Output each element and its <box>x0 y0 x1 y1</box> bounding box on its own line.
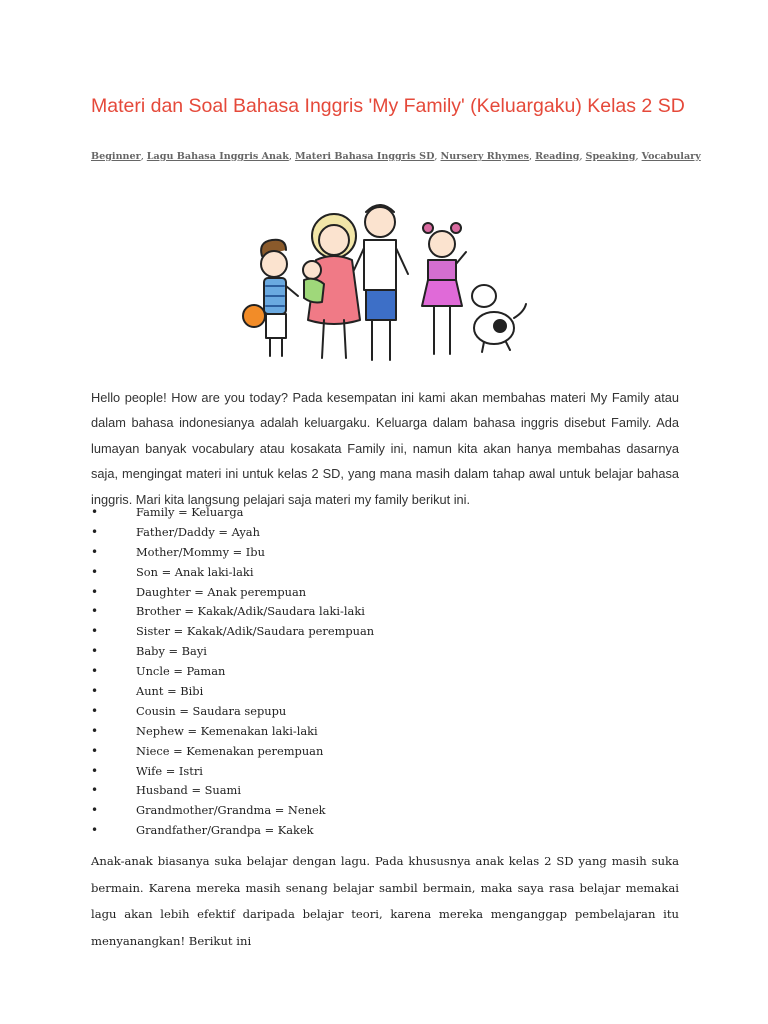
bullet-icon: • <box>91 723 99 738</box>
list-item <box>91 503 651 523</box>
list-item <box>91 622 651 642</box>
label-link[interactable]: Reading <box>535 151 580 162</box>
bullet-icon: • <box>91 644 99 659</box>
outro-paragraph: Anak-anak biasanya suka belajar dengan lagu. Pada khususnya anak kelas 2 SD yang masih suka bermain. Karena mereka masih senang belajar sambil bermain, maka saya rasa belajar memakai lagu akan lebih efektif daripada belajar teori, karena mereka menganggap pembelajaran itu menyanangkan! Berikut ini <box>91 854 679 948</box>
girl-figure <box>422 223 466 354</box>
bullet-icon: • <box>91 584 99 599</box>
bullet-icon: • <box>91 743 99 758</box>
bullet-icon: • <box>91 505 99 519</box>
bullet-icon: • <box>91 783 99 798</box>
label-link[interactable]: Materi Bahasa Inggris SD <box>294 151 435 162</box>
list-item <box>91 722 651 742</box>
list-item <box>91 742 651 762</box>
family-illustration <box>238 198 530 366</box>
vocab-entry: Aunt = Bibi <box>136 684 204 699</box>
father-figure <box>354 205 408 360</box>
bullet-icon: • <box>91 763 99 778</box>
list-item <box>91 781 651 801</box>
list-item <box>91 583 651 603</box>
list-item <box>91 702 651 722</box>
list-item <box>91 682 651 702</box>
bullet-icon: • <box>91 564 99 579</box>
bullet-icon: • <box>91 823 99 838</box>
dog-figure <box>472 285 526 352</box>
vocab-entry: Family = Keluarga <box>136 505 244 519</box>
vocab-entry: Son = Anak laki-laki <box>136 564 254 579</box>
bullet-icon: • <box>91 624 99 639</box>
vocab-entry: Nephew = Kemenakan laki-laki <box>136 723 318 738</box>
vocab-entry: Cousin = Saudara sepupu <box>136 703 287 718</box>
bullet-icon: • <box>91 544 99 559</box>
bullet-icon: • <box>91 604 99 619</box>
vocab-entry: Brother = Kakak/Adik/Saudara laki-laki <box>136 604 365 619</box>
vocab-entry: Sister = Kakak/Adik/Saudara perempuan <box>136 624 375 639</box>
bullet-icon: • <box>91 684 99 699</box>
label-link[interactable]: Vocabulary <box>641 151 701 162</box>
label-link[interactable]: Speaking <box>585 151 636 162</box>
article-title: Materi dan Soal Bahasa Inggris 'My Family' (Keluargaku) Kelas 2 SD <box>91 95 685 117</box>
list-item <box>91 543 651 563</box>
vocabulary-list <box>91 503 651 841</box>
list-item <box>91 821 651 841</box>
list-item <box>91 523 651 543</box>
vocab-entry: Niece = Kemenakan perempuan <box>136 743 324 758</box>
vocab-entry: Grandfather/Grandpa = Kakek <box>136 823 314 838</box>
list-item <box>91 602 651 622</box>
bullet-icon: • <box>91 703 99 718</box>
label-links: Beginner, Lagu Bahasa Inggris Anak, Materi Bahasa Inggris SD, Nursery Rhymes, Reading, Speaking, Vocabulary <box>91 151 701 162</box>
vocab-entry: Daughter = Anak perempuan <box>136 584 307 599</box>
bullet-icon: • <box>91 664 99 679</box>
vocab-entry: Mother/Mommy = Ibu <box>136 544 265 559</box>
boy-figure <box>243 240 298 356</box>
list-item <box>91 762 651 782</box>
label-link[interactable]: Lagu Bahasa Inggris Anak <box>146 151 289 162</box>
label-link[interactable]: Beginner <box>91 151 141 162</box>
list-item <box>91 642 651 662</box>
vocab-entry: Uncle = Paman <box>136 664 226 679</box>
vocab-entry: Baby = Bayi <box>136 644 207 659</box>
list-item <box>91 801 651 821</box>
list-item <box>91 563 651 583</box>
list-item <box>91 662 651 682</box>
bullet-icon: • <box>91 803 99 818</box>
mother-figure <box>303 214 360 358</box>
vocab-entry: Husband = Suami <box>136 783 241 798</box>
vocab-entry: Wife = Istri <box>136 763 203 778</box>
label-link[interactable]: Nursery Rhymes <box>440 151 529 162</box>
intro-paragraph: Hello people! How are you today? Pada kesempatan ini kami akan membahas materi My Family atau dalam bahasa indonesianya adalah keluargaku. Keluarga dalam bahasa inggris disebut Family. Ada lumayan banyak vocabulary atau kosakata Family ini, namun kita akan hanya membahas dasarnya saja, mengingat materi ini untuk kelas 2 SD, yang mana masih dalam tahap awal untuk belajar bahasa inggris. Mari kita langsung pelajari saja materi my family berikut ini. <box>91 390 679 507</box>
vocab-entry: Grandmother/Grandma = Nenek <box>136 803 326 818</box>
vocab-entry: Father/Daddy = Ayah <box>136 524 260 539</box>
bullet-icon: • <box>91 524 99 539</box>
